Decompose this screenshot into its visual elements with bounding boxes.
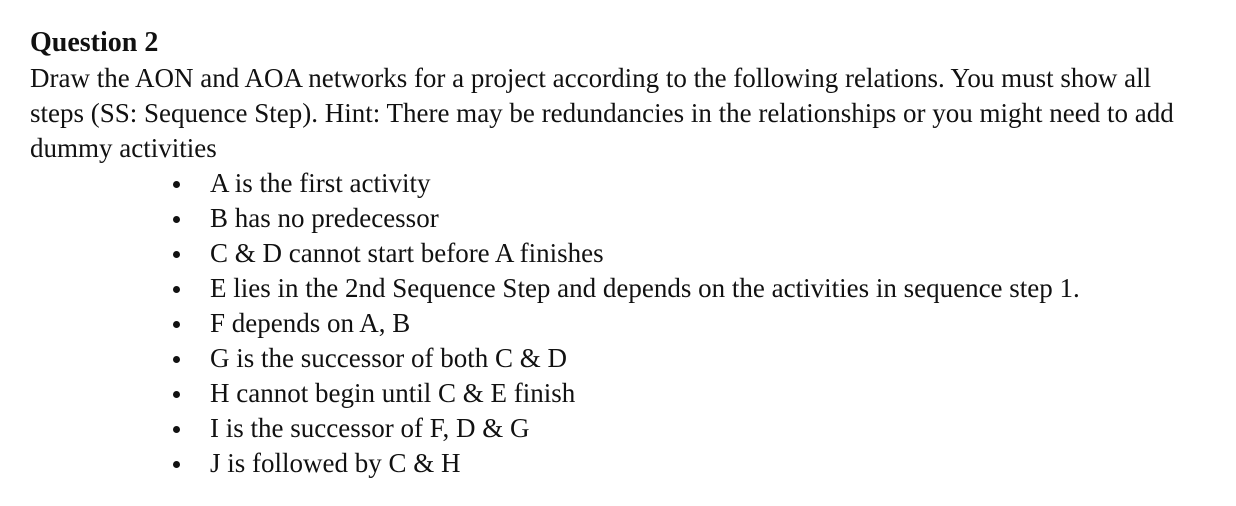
bullet-icon [173,321,180,328]
list-item [173,236,1206,271]
list-item-text: F depends on A, B [210,308,411,338]
list-item-text: H cannot begin until C & E finish [210,378,576,408]
bullet-icon [173,461,180,468]
bullet-icon [173,216,180,223]
list-item-text: I is the successor of F, D & G [210,413,530,443]
bullet-icon [173,356,180,363]
bullet-icon [173,251,180,258]
list-item [173,446,1206,481]
bullet-icon [173,286,180,293]
bullet-icon [173,391,180,398]
list-item-text: A is the first activity [210,168,431,198]
list-item [173,411,1206,446]
list-item [173,271,1206,306]
list-item-text: J is followed by C & H [210,448,461,478]
list-item [173,166,1206,201]
list-item [173,376,1206,411]
question-title: Question 2 [30,27,159,58]
relations-list [30,166,1206,481]
list-item-text: E lies in the 2nd Sequence Step and depends on the activities in sequence step 1. [210,273,1080,303]
bullet-icon [173,181,180,188]
list-item [173,341,1206,376]
bullet-icon [173,426,180,433]
list-item [173,201,1206,236]
list-item [173,306,1206,341]
list-item-text: G is the successor of both C & D [210,343,567,373]
list-item-text: C & D cannot start before A finishes [210,238,604,268]
list-item-text: B has no predecessor [210,203,439,233]
question-intro: Draw the AON and AOA networks for a project according to the following relations. You must show all steps (SS: Sequence Step). Hint: There may be redundancies in the relationships or you might need to add dummy activities [30,63,1174,163]
